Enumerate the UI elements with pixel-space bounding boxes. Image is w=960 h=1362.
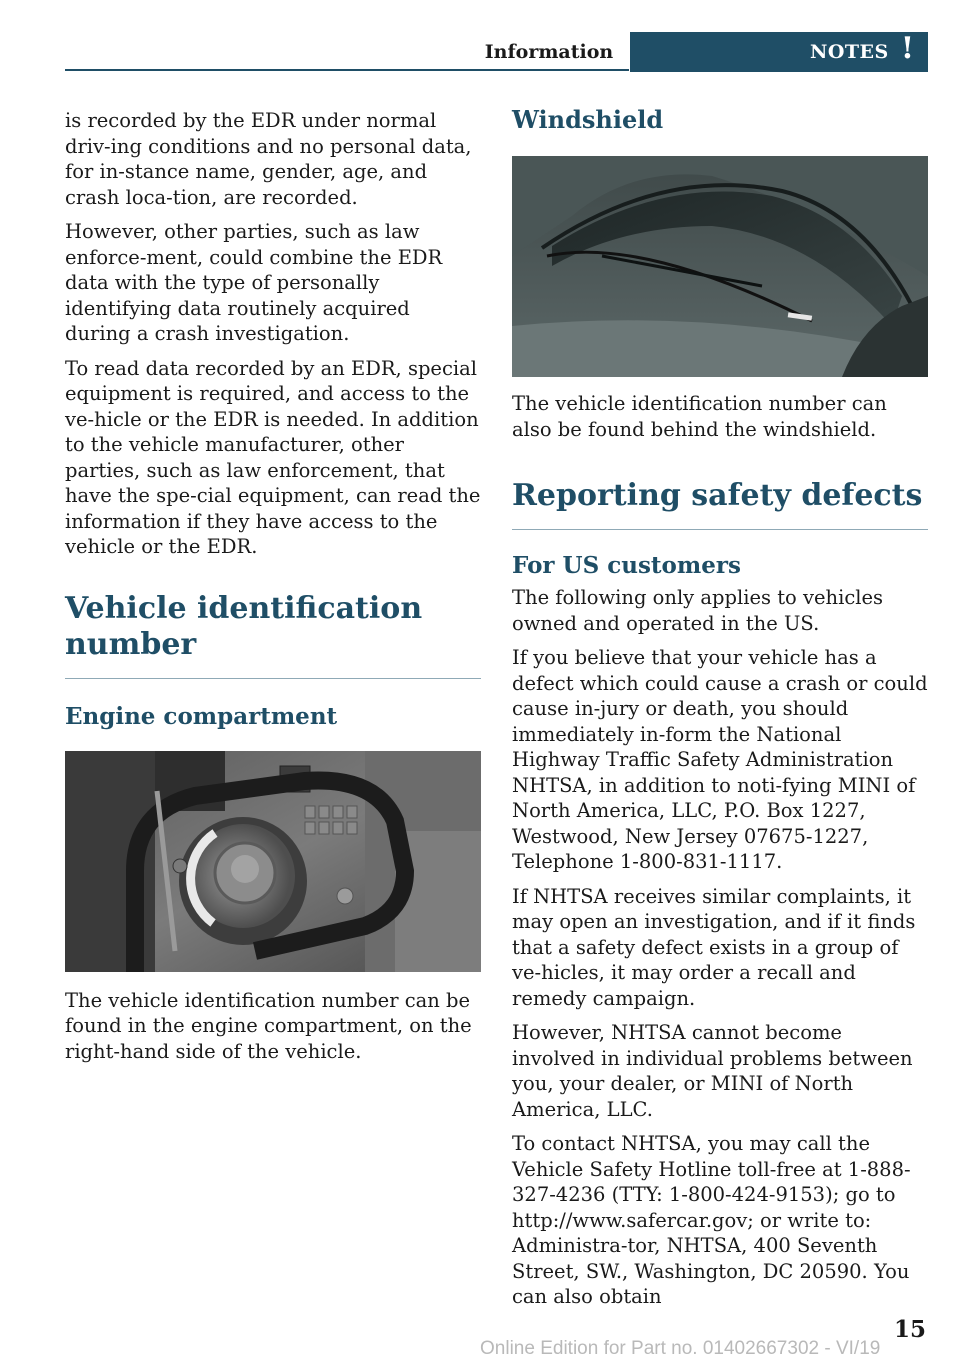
right-column <box>512 106 928 1319</box>
defects-paragraph-4: However, NHTSA cannot become involved in individual problems between you, your dealer, or MINI of North America, LLC. <box>512 1021 913 1121</box>
exclamation-icon: ! <box>900 31 914 66</box>
windshield-image <box>512 156 928 377</box>
engine-compartment-heading: Engine compartment <box>65 702 338 730</box>
page-number: 15 <box>894 1316 927 1343</box>
windshield-heading: Windshield <box>512 105 664 134</box>
us-customers-heading: For US customers <box>512 552 741 579</box>
notes-tab-label: NOTES <box>810 41 889 63</box>
reporting-safety-defects-heading: Reporting safety defects <box>512 478 928 530</box>
edr-paragraph-2: However, other parties, such as law enforce-ment, could combine the EDR data with the type of personally identifying data routinely acquired during a crash investigation. <box>65 220 443 345</box>
edr-paragraph-1: is recorded by the EDR under normal driv-ing conditions and no personal data, for in-stance name, gender, age, and crash loca-tion, are recorded. <box>65 109 472 209</box>
windshield-caption: The vehicle identification number can also be found behind the windshield. <box>512 392 887 441</box>
defects-paragraph-5: To contact NHTSA, you may call the Vehicle Safety Hotline toll-free at 1-888-327-4236 (TTY: 1-800-424-9153); go to http://www.safercar.gov; or write to: Administra-tor, NHTSA, 400 Seventh Street, SW., Washington, DC 20590. You can also obtain <box>512 1132 911 1308</box>
engine-compartment-image <box>65 751 481 972</box>
vin-heading: Vehicle identification number <box>65 591 481 679</box>
defects-paragraph-1: The following only applies to vehicles owned and operated in the US. <box>512 586 884 635</box>
left-column <box>65 108 481 1073</box>
edr-paragraph-3: To read data recorded by an EDR, special equipment is required, and access to the ve-hicle or the EDR is needed. In addition to the vehicle manufacturer, other parties, such as law enforcement, that have the spe-cial equipment, can read the information if they have access to the vehicle or the EDR. <box>65 356 481 558</box>
defects-paragraph-3: If NHTSA receives similar complaints, it may open an investigation, and if it finds that a safety defect exists in a group of ve-hicles, it may order a recall and remedy campaign. <box>512 884 916 1010</box>
edition-footer: Online Edition for Part no. 01402667302 - VI/19 <box>480 1338 881 1359</box>
header-section-title: Information <box>484 41 614 63</box>
defects-paragraph-2: If you believe that your vehicle has a defect which could cause a crash or could cause in-jury or death, you should immediately in-form the National Highway Traffic Safety Administration NHTSA, in addition to noti-fying MINI of North America, LLC, P.O. Box 1227, Westwood, New Jersey 07675-1227, Telephone 1-800-831-1117. <box>512 646 928 873</box>
notes-tab <box>630 32 928 72</box>
engine-compartment-caption: The vehicle identification number can be found in the engine compartment, on the right-hand side of the vehicle. <box>65 988 472 1063</box>
